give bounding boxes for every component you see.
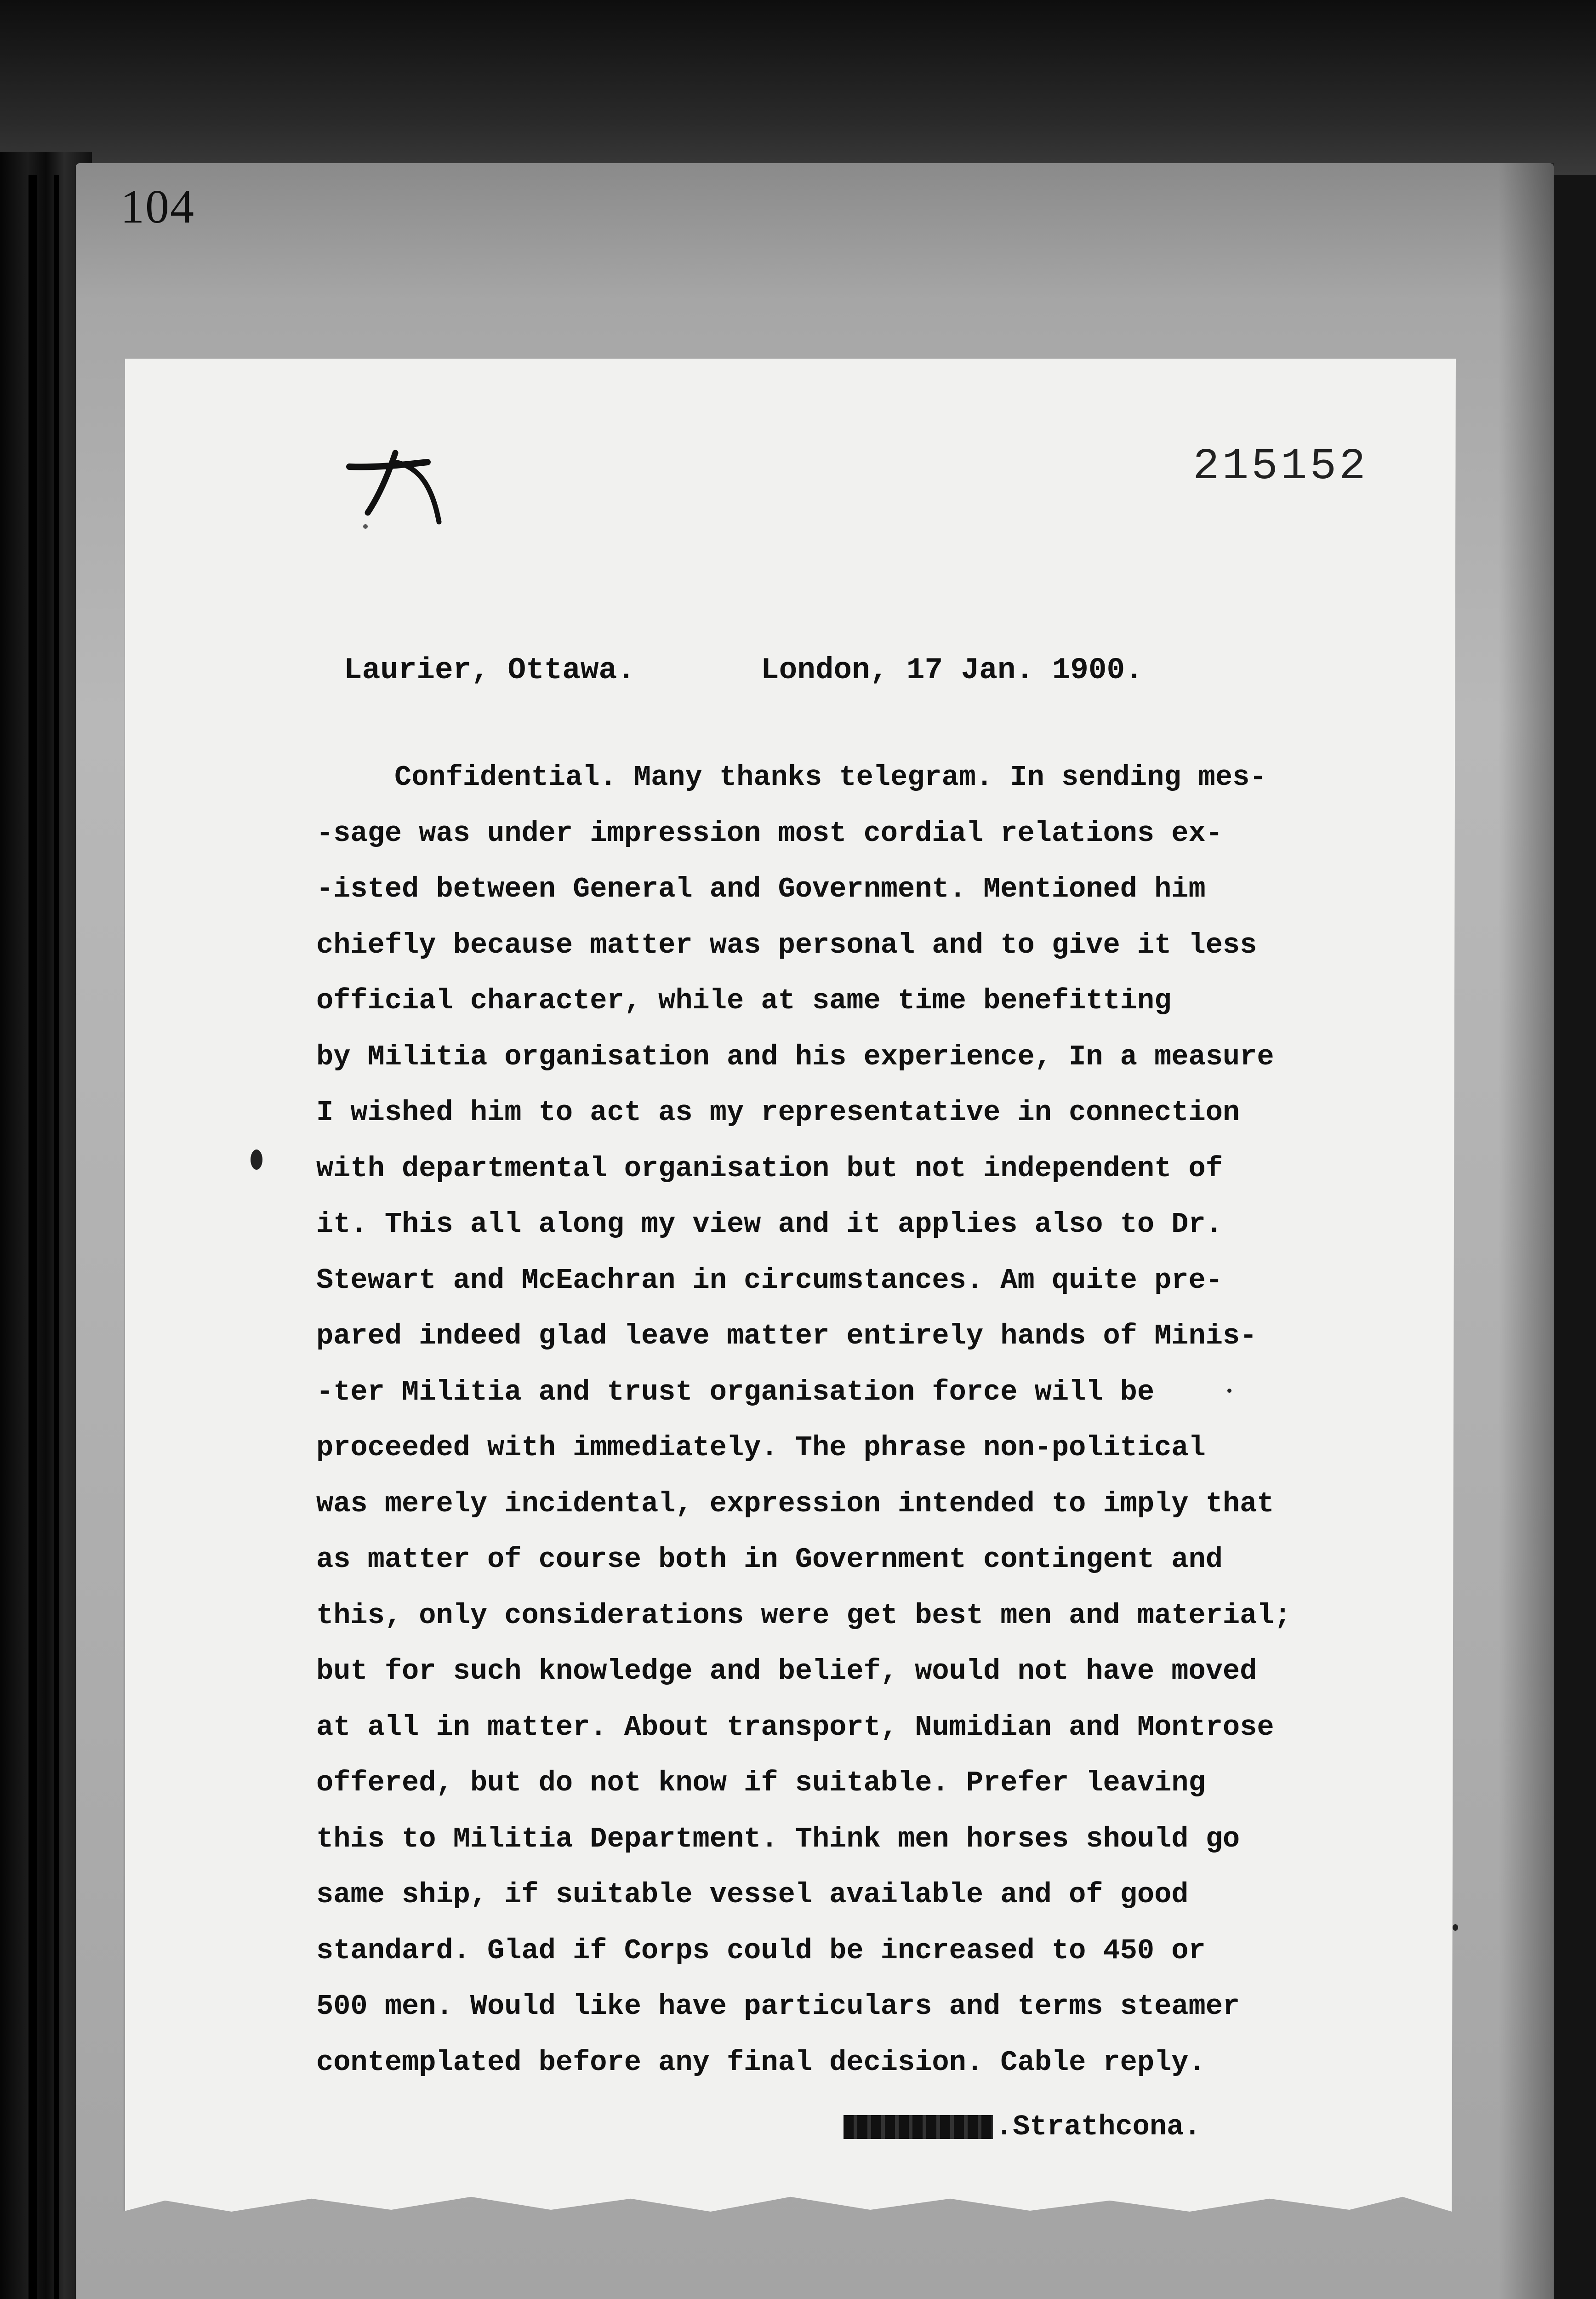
album-page-number: 104 [120, 180, 195, 233]
body-line: as matter of course both in Government contingent and [316, 1543, 1223, 1576]
body-line: offered, but do not know if suitable. Prefer leaving [316, 1767, 1206, 1799]
body-line: it. This all along my view and it applies also to Dr. [316, 1208, 1223, 1241]
body-line: -sage was under impression most cordial relations ex- [316, 817, 1223, 850]
body-line: Confidential. Many thanks telegram. In sending mes- [394, 761, 1267, 794]
body-line: -isted between General and Government. Mentioned him [316, 873, 1206, 905]
body-line: -ter Militia and trust organisation force will be [316, 1375, 1155, 1408]
body-line: but for such knowledge and belief, would not have moved [316, 1655, 1257, 1687]
letter-body [316, 749, 1328, 2090]
spine-edge [54, 175, 59, 2299]
body-line: pared indeed glad leave matter entirely hands of Minis- [316, 1320, 1257, 1352]
cross-mark-icon [340, 448, 450, 531]
spine-edge [28, 175, 37, 2299]
body-line: standard. Glad if Corps could be increased to 450 or [316, 1934, 1206, 1967]
paper-speck [363, 524, 368, 529]
body-line: this, only considerations were get best men and material; [316, 1599, 1291, 1632]
body-line: proceeded with immediately. The phrase non-political [316, 1431, 1206, 1464]
body-line: this to Militia Department. Think men horses should go [316, 1822, 1240, 1855]
body-line: contemplated before any final decision. Cable reply. [316, 2046, 1206, 2079]
body-line: by Militia organisation and his experience, In a measure [316, 1040, 1274, 1073]
body-line: at all in matter. About transport, Numidian and Montrose [316, 1710, 1274, 1744]
signature-name: .Strathcona. [996, 2110, 1201, 2143]
paper-speck [1227, 1389, 1231, 1393]
paper-speck [1453, 1924, 1458, 1931]
top-shadow [0, 0, 1596, 175]
body-line: official character, while at same time benefitting [316, 984, 1172, 1017]
body-line: chiefly because matter was personal and to give it less [316, 928, 1257, 961]
body-line: 500 men. Would like have particulars and terms steamer [316, 1990, 1240, 2023]
addressee: Laurier, Ottawa. [344, 653, 635, 687]
paper-speck [251, 1150, 262, 1170]
reference-number: 215152 [1193, 441, 1368, 492]
body-line: with departmental organisation but not independent of [316, 1152, 1223, 1185]
body-line: I wished him to act as my representative in connection [316, 1096, 1240, 1129]
struck-out-text [844, 2115, 993, 2139]
signature [844, 2110, 1201, 2143]
body-line: Stewart and McEachran in circumstances. Am quite pre- [316, 1264, 1223, 1297]
dateline: London, 17 Jan. 1900. [761, 653, 1143, 687]
body-line: was merely incidental, expression intended to imply that [316, 1487, 1274, 1520]
body-line: same ship, if suitable vessel available and of good [316, 1878, 1189, 1911]
